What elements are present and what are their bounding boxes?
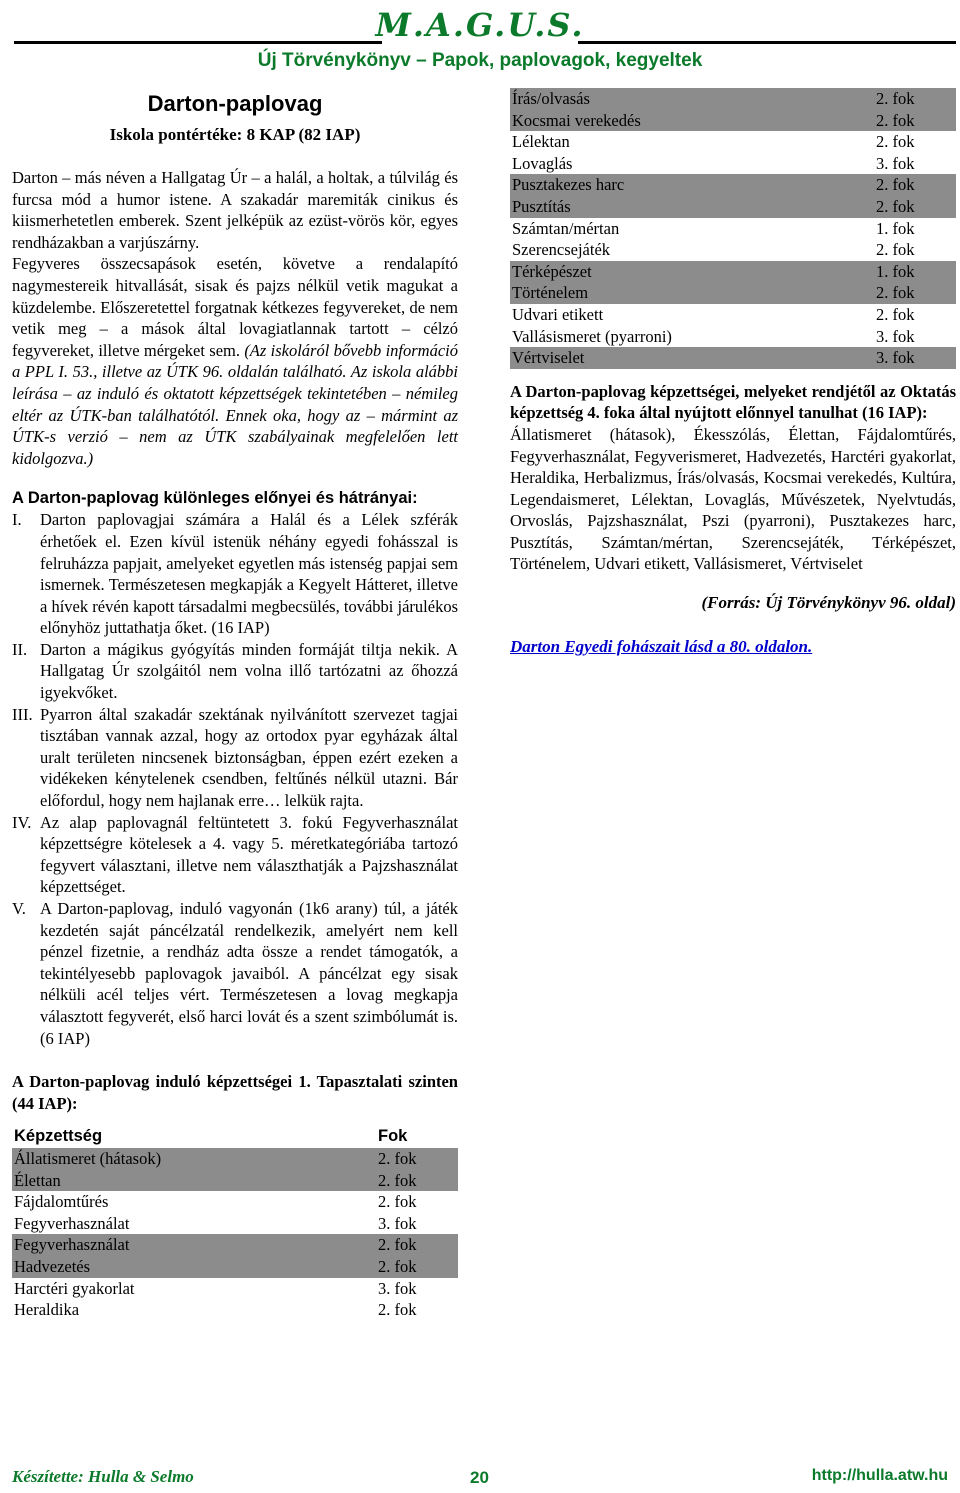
skill-name: Heraldika: [14, 1300, 80, 1320]
skill-name: Írás/olvasás: [510, 88, 874, 110]
skill-name: Pusztakezes harc: [510, 174, 874, 196]
skill-level: 2. fok: [876, 304, 915, 324]
table-row: [12, 1299, 458, 1321]
advantages-list: [12, 509, 458, 1049]
intro-paragraph: [12, 253, 458, 469]
skill-name: Pusztítás: [510, 196, 874, 218]
skill-level: 2. fok: [874, 174, 956, 196]
skill-level: 2. fok: [376, 1170, 458, 1192]
start-skills-table: [12, 1126, 458, 1320]
right-column: [510, 88, 956, 657]
table-row: [12, 1256, 458, 1278]
skill-name: Udvari etikett: [512, 304, 604, 324]
skill-level: 2. fok: [876, 240, 915, 260]
source-note: (Forrás: Új Törvénykönyv 96. oldal): [701, 593, 956, 613]
skill-level: 2. fok: [874, 282, 956, 304]
table-row: [510, 326, 956, 348]
skill-level: 2. fok: [378, 1192, 417, 1212]
skill-level: 2. fok: [378, 1300, 417, 1320]
skill-level: 3. fok: [876, 153, 915, 173]
taught-skills-list: Állatismeret (hátasok), Ékesszólás, Élettan, Fájdalomtűrés, Fegyverhasználat, Fegyverismeret, Hadvezetés, Harctéri gyakorlat, Heraldika, Herbalizmus, Írás/olvasás, Kocsmai verekedés, Kultúra, Legendaismeret, Lélektan, Lovaglás, Művészetek, Nyelvtudás, Orvoslás, Pajzshasználat, Pszi (pyarroni), Pusztakezes harc, Pusztítás, Számtan/mértan, Szerencsejáték, Térképészet, Történelem, Udvari etikett, Vallásismeret, Vértviselet: [510, 424, 956, 574]
intro-text: Fegyveres összecsapások esetén, követve a rendalapító nagymestereik hitvallását, sisak és pajzs nélkül vetik magukat a küzdelembe. Előszeretettel forgatnak kétkezes fegyvereket, de nem vetik meg – a mások által lovagiatlannak tartott – célzó fegyvereket, illetve mérgeket sem.: [12, 254, 458, 360]
table-row: [12, 1278, 458, 1300]
skill-level: 2. fok: [874, 196, 956, 218]
skill-name: Fegyverhasználat: [12, 1234, 376, 1256]
skill-name: Számtan/mértan: [512, 218, 620, 238]
table-row: [510, 282, 956, 304]
list-item: [12, 898, 458, 1049]
table-row: [12, 1170, 458, 1192]
footer-url[interactable]: http://hulla.atw.hu: [811, 1467, 948, 1484]
table-row: [12, 1234, 458, 1256]
table-row: [510, 304, 956, 326]
table-row: [510, 218, 956, 240]
table-row: [12, 1191, 458, 1213]
skill-level: 3. fok: [378, 1213, 417, 1233]
intro-paragraph: Darton – más néven a Hallgatag Úr – a halál, a holtak, a túlvilág és furcsa mód a humor istene. A szakadár maremiták cinikus és kiismerhetetlen emberek. Szent jelképük az ezüst-vörös kör, egyes rendházakban a varjúszárny.: [12, 168, 458, 252]
table-row: [510, 347, 956, 369]
skill-name: Térképészet: [510, 261, 874, 283]
list-item: [12, 812, 458, 898]
skill-level: 2. fok: [876, 132, 915, 152]
table-row: [510, 174, 956, 196]
skill-level: 3. fok: [874, 347, 956, 369]
page-title: Darton-paplovag: [147, 91, 323, 116]
header-rule-left: [14, 41, 382, 44]
page-number: 20: [470, 1468, 489, 1487]
item-number: III.: [12, 704, 33, 724]
school-points: Iskola pontértéke: 8 KAP (82 IAP): [109, 125, 361, 144]
list-item: [12, 704, 458, 812]
item-number: II.: [12, 639, 28, 659]
table-row: [510, 239, 956, 261]
table-row: [510, 88, 956, 110]
prayers-link[interactable]: Darton Egyedi fohászait lásd a 80. oldalon.: [510, 637, 813, 657]
list-item: [12, 509, 458, 639]
header-rule-right: [578, 41, 956, 44]
left-column: [12, 88, 458, 1321]
skill-name: Harctéri gyakorlat: [14, 1278, 135, 1298]
skill-level: 2. fok: [874, 88, 956, 110]
skill-level: 2. fok: [376, 1256, 458, 1278]
skill-level: 1. fok: [876, 218, 915, 238]
skill-name: Történelem: [510, 282, 874, 304]
skill-name: Fegyverhasználat: [14, 1213, 130, 1233]
advantages-heading: A Darton-paplovag különleges előnyei és hátrányai:: [12, 489, 418, 508]
item-text: Pyarron által szakadár szektának nyilvánított szervezet tagjai tisztában vannak azzal, hogy az ortodox pyar egyházak által uralt területen nincsenek biztonságban, éppen ezért ezeken a vidékeken kénytelenek csendben, feltűnés nélkül utazni. Bár előfordul, hogy nem hajlanak erre… lelkük rajta.: [40, 704, 458, 811]
continued-skills-table: [510, 88, 956, 369]
taught-skills-heading: A Darton-paplovag képzettségei, melyeket rendjétől az Oktatás képzettség 4. foka által nyújtott előnnyel tanulhat (16 IAP):: [510, 381, 956, 423]
table-row: [12, 1148, 458, 1170]
skill-name: Állatismeret (hátasok): [12, 1148, 376, 1170]
item-number: V.: [12, 899, 26, 918]
skill-level: 2. fok: [376, 1148, 458, 1170]
skill-level: 1. fok: [874, 261, 956, 283]
skill-name: Kocsmai verekedés: [510, 110, 874, 132]
skill-name: Lovaglás: [512, 153, 573, 173]
intro-note: (Az iskoláról bővebb információ a PPL I. 53., illetve az ÚTK 96. oldalán található. Az iskola alábbi leírása – az induló és oktatott képzettségek tekintetében – némileg eltér az ÚTK-ban találhatótól. Ennek oka, hogy az – mármint az ÚTK-s verzió – nem az ÚTK szabályainak megfelelően lett kidolgozva.): [12, 340, 458, 468]
skill-name: Élettan: [12, 1170, 376, 1192]
skill-name: Hadvezetés: [12, 1256, 376, 1278]
table-row: [510, 131, 956, 153]
skill-level: 2. fok: [376, 1234, 458, 1256]
column-header-skill: Képzettség: [14, 1127, 103, 1146]
skill-name: Vértviselet: [510, 347, 874, 369]
item-text: Darton a mágikus gyógyítás minden formáját tiltja nekik. A Hallgatag Úr szolgáitól nem volna illő tartózatni az őhozzá igyekvőket.: [40, 639, 458, 703]
table-row: [12, 1213, 458, 1235]
item-text: A Darton-paplovag, induló vagyonán (1k6 arany) túl, a játék kezdetén saját páncélzatál rendelkezik, amelyért nem kell pénzel fizetnie, a rendház adta össze a rendet támogatók, a tekintélyesebb paplovagok javaiból. A páncélzat egy sisak nélküli acél teljes vért. Természetesen a lovag megkapja választott fegyverét, első harci lovát és a szent szimbólumát is. (6 IAP): [40, 899, 458, 1048]
magus-logo: M.A.G.U.S.: [375, 6, 585, 44]
list-item: [12, 639, 458, 704]
skill-name: Szerencsejáték: [512, 240, 611, 260]
skill-name: Lélektan: [512, 132, 570, 152]
book-subtitle: Új Törvénykönyv – Papok, paplovagok, kegyeltek: [257, 50, 703, 71]
table-row: [510, 153, 956, 175]
skill-level: 2. fok: [874, 110, 956, 132]
skill-name: Fájdalomtűrés: [14, 1192, 109, 1212]
footer-authors: Készítette: Hulla & Selmo: [12, 1467, 194, 1486]
table-row: [510, 110, 956, 132]
table-row: [510, 196, 956, 218]
skill-level: 3. fok: [876, 326, 915, 346]
item-number: IV.: [12, 812, 32, 832]
item-number: I.: [12, 510, 22, 530]
start-skills-heading: A Darton-paplovag induló képzettségei 1. Tapasztalati szinten (44 IAP):: [12, 1072, 458, 1113]
table-row: [510, 261, 956, 283]
skill-level: 3. fok: [378, 1278, 417, 1298]
item-text: Darton paplovagjai számára a Halál és a Lélek szférák érhetőek el. Ezen kívül istenük néhány egyedi fohásszal is felruházza papjait, amelyeket egyetlen más istenség papjai sem ismernek. Természetesen megkapják a Kegyelt Hátteret, illetve a hívek révén kapott társadalmi megbecsülés, további járulékos előnyhöz juttathatja őket. (16 IAP): [40, 510, 458, 638]
item-text: Az alap paplovagnál feltüntetett 3. fokú Fegyverhasználat képzettségre kötelesek a 4. vagy 5. méretkategóriába tartozó fegyvert választani, illetve nem választhatják a Pajzshasználat képzettséget.: [40, 812, 458, 897]
skill-name: Vallásismeret (pyarroni): [512, 326, 672, 346]
table-header-row: [12, 1126, 458, 1148]
column-header-level: Fok: [378, 1127, 408, 1146]
